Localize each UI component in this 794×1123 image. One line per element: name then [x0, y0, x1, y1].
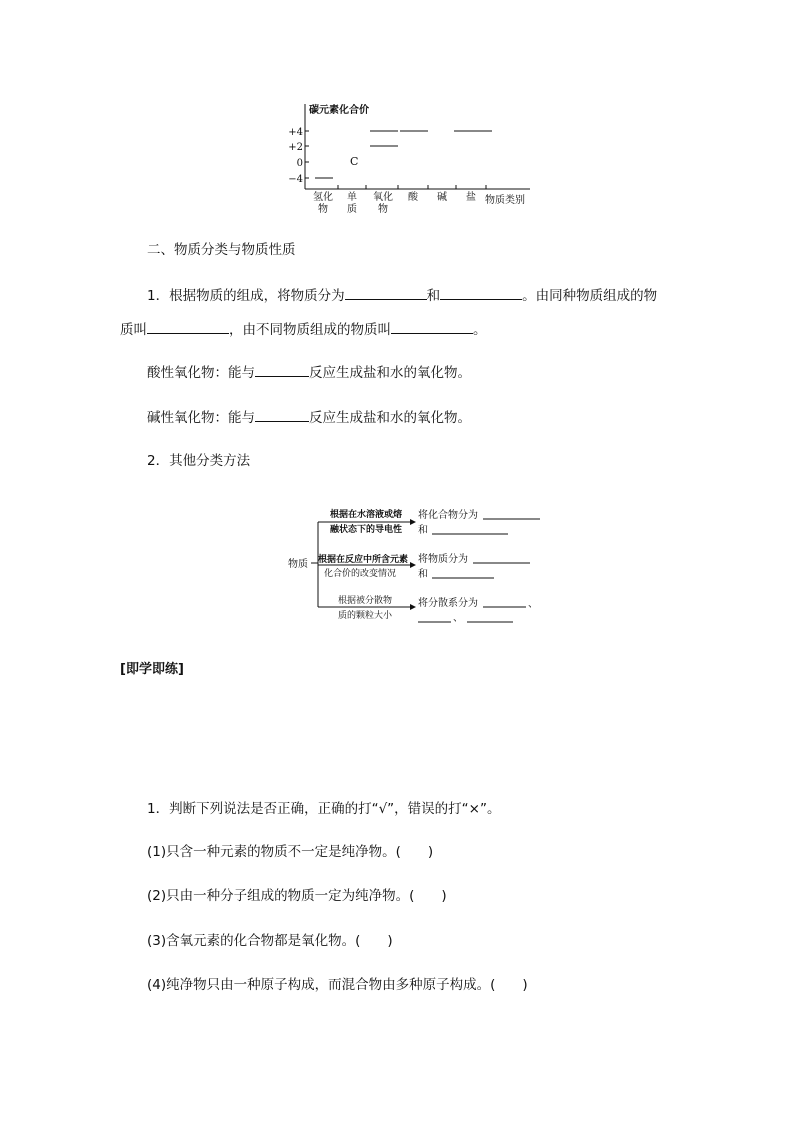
base-oxide-definition — [147, 408, 471, 427]
y-tick-label: +4 — [288, 127, 303, 138]
x-category-label: 物 — [318, 204, 328, 215]
branch2-result: 和 — [418, 569, 428, 580]
item1-text-b: 。由同种物质组成的物 — [522, 288, 658, 304]
chart-blank-lines — [315, 131, 492, 178]
y-ticks — [305, 131, 309, 178]
x-category-label: 氧化 — [373, 192, 393, 203]
x-category-label: 物 — [378, 204, 388, 215]
acid-oxide-text-b: 反应生成盐和水的氧化物。 — [309, 365, 471, 381]
section-heading: 二、物质分类与物质性质 — [147, 242, 296, 258]
exercise-intro: 1．判断下列说法是否正确，正确的打“√”，错误的打“×”。 — [147, 801, 501, 817]
item1-text-d: ，由不同物质组成的物质叫 — [229, 322, 391, 338]
branch2-condition: 化合价的改变情况 — [324, 569, 397, 579]
item1-text-e: 。 — [473, 322, 487, 338]
x-category-label: 质 — [347, 204, 357, 215]
branch3-condition: 根据被分散物 — [338, 596, 393, 606]
y-tick-label: 0 — [296, 158, 303, 169]
branch1-result: 将化合物分为 — [418, 510, 478, 521]
answer-blank[interactable] — [255, 408, 309, 422]
item1-text-c: 质叫 — [120, 322, 147, 338]
x-ticks — [338, 185, 486, 189]
branch1-condition: 融状态下的导电性 — [330, 525, 403, 535]
branch1-condition: 根据在水溶液或熔 — [330, 510, 403, 520]
x-axis-label: 物质类别 — [485, 195, 525, 206]
base-oxide-text-b: 反应生成盐和水的氧化物。 — [309, 410, 471, 426]
x-category-label: 氢化 — [313, 192, 333, 203]
acid-oxide-definition — [147, 363, 471, 382]
answer-blank[interactable] — [255, 363, 309, 377]
x-category-label: 单 — [347, 192, 357, 203]
branch1-result: 和 — [418, 525, 428, 536]
branch2-result: 将物质分为 — [418, 554, 468, 565]
y-tick-label: +2 — [288, 142, 303, 153]
x-category-label: 酸 — [408, 192, 418, 203]
answer-blank[interactable] — [391, 320, 473, 334]
item1-line2 — [120, 320, 487, 339]
exercise-item[interactable]: (3)含氧元素的化合物都是氧化物。( ) — [147, 933, 393, 949]
y-axis-label: 碳元素化合价 — [309, 105, 369, 116]
item1-text-a: 1．根据物质的组成，将物质分为 — [147, 288, 345, 304]
exercise-item[interactable]: (1)只含一种元素的物质不一定是纯净物。( ) — [147, 844, 434, 860]
diagram-root-label: 物质 — [288, 559, 308, 570]
item1-line1 — [147, 286, 657, 305]
branch3-condition: 质的颗粒大小 — [338, 611, 393, 621]
item2-heading: 2．其他分类方法 — [147, 453, 251, 469]
branch2-condition: 根据在反应中所含元素 — [318, 555, 409, 565]
x-category-label: 盐 — [466, 192, 476, 203]
base-oxide-text-a: 碱性氧化物：能与 — [147, 410, 255, 426]
practice-heading: [即学即练] — [120, 662, 184, 677]
acid-oxide-text-a: 酸性氧化物：能与 — [147, 365, 255, 381]
y-tick-label: −4 — [288, 174, 303, 185]
answer-blank[interactable] — [440, 286, 522, 300]
exercise-item[interactable]: (2)只由一种分子组成的物质一定为纯净物。( ) — [147, 888, 447, 904]
carbon-valence-chart — [0, 0, 794, 230]
carbon-point-label: C — [350, 155, 359, 168]
item1-and: 和 — [426, 288, 441, 304]
answer-blank[interactable] — [147, 320, 229, 334]
exercise-item[interactable]: (4)纯净物只由一种原子构成，而混合物由多种原子构成。( ) — [147, 977, 528, 993]
x-category-label: 碱 — [437, 192, 447, 203]
branch3-result: 将分散系分为 — [418, 598, 478, 609]
branch3-separator: 、 — [528, 599, 538, 610]
branch3-separator: 、 — [453, 613, 463, 624]
answer-blank[interactable] — [345, 286, 427, 300]
classification-diagram — [0, 495, 794, 635]
